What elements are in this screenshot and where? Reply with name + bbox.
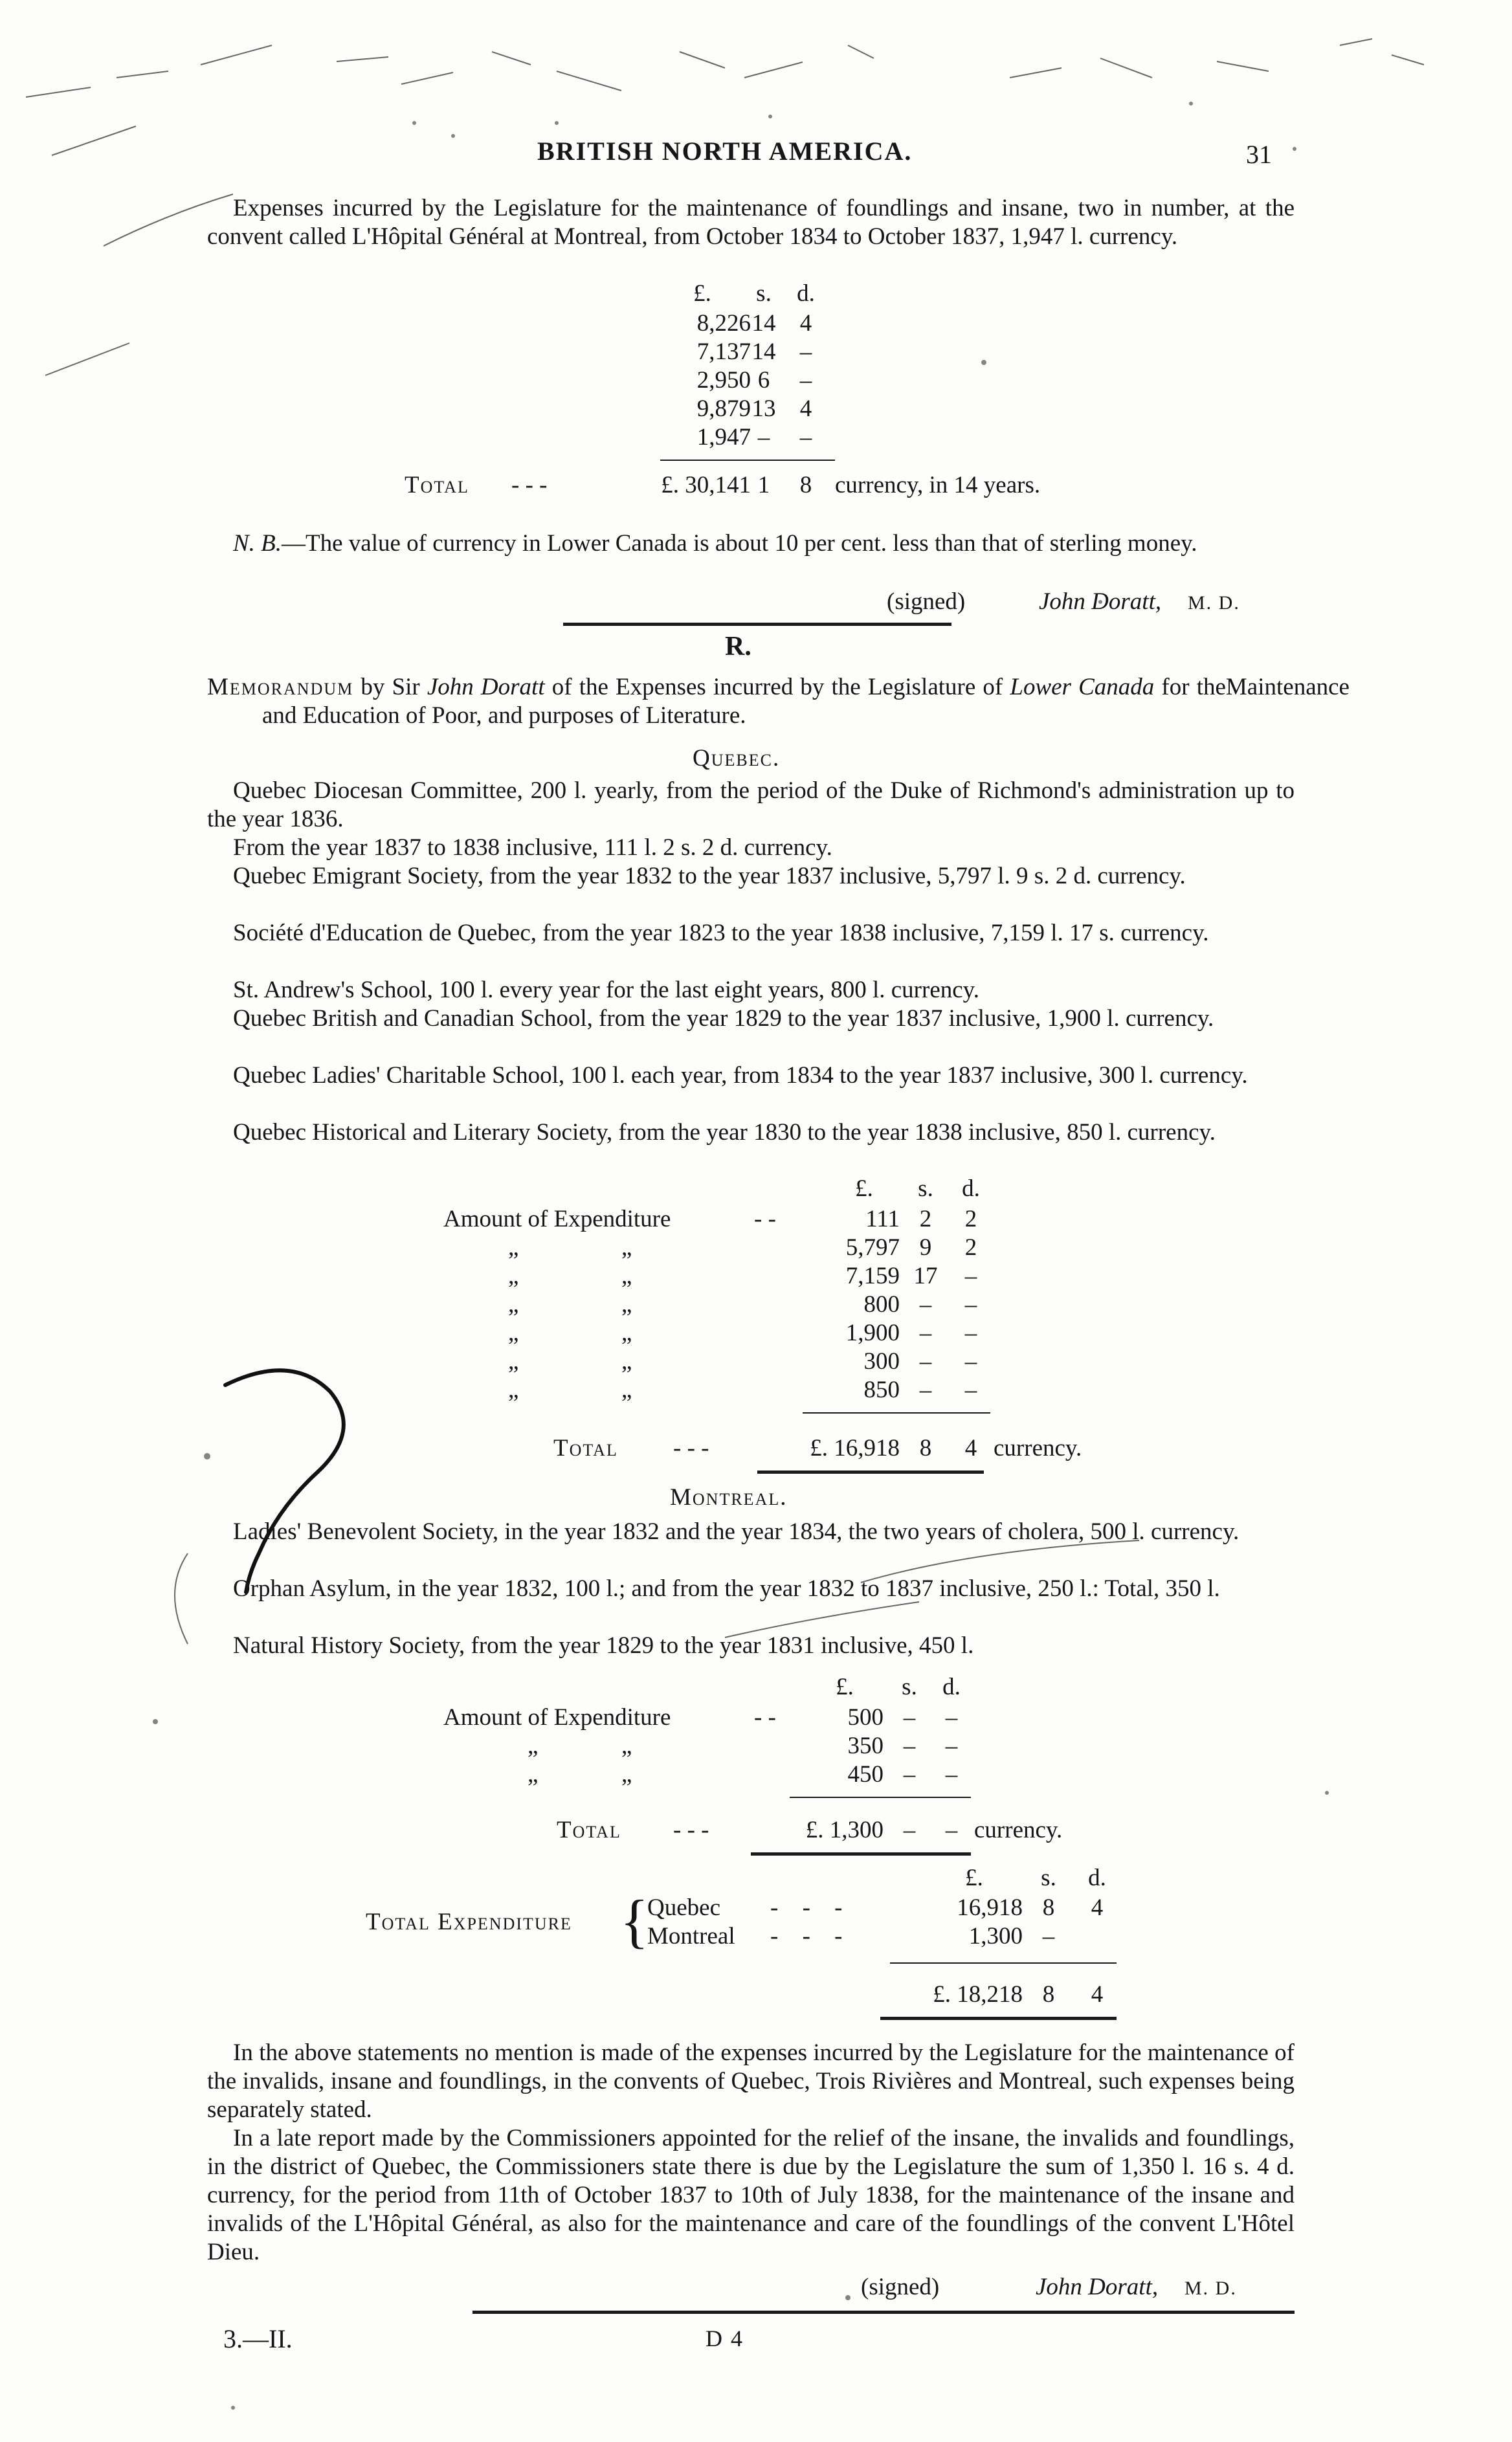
table-cell: – (1042, 1923, 1055, 1949)
table-cell: 4 (1091, 1894, 1104, 1921)
table-cell: 2,950 (696, 367, 751, 394)
table-cell: 350 (847, 1733, 884, 1759)
sum-rule (890, 1962, 1117, 1964)
table-cell: 9 (919, 1234, 932, 1261)
ditto-mark: „ (508, 1348, 519, 1375)
col-head-pence: d. (942, 1674, 961, 1700)
ditto-mark: „ (621, 1234, 632, 1261)
quebec-item: Quebec Ladies' Charitable School, 100 l. each year, from 1834 to the year 1837 inclusive, 300 l. currency. (233, 1062, 1248, 1089)
row-dashes: - - (754, 1206, 776, 1232)
memorandum-by: by Sir (353, 674, 427, 700)
table-cell: 2 (964, 1206, 977, 1232)
grand-total-label: Total Expenditure (366, 1909, 572, 1935)
table-cell: 4 (799, 310, 812, 337)
signatory-name: John Doratt, (1036, 2274, 1159, 2300)
quebec-item: Quebec Emigrant Society, from the year 1832 to the year 1837 inclusive, 5,797 l. 9 s. 2 d. currency. (233, 863, 1186, 889)
quebec-item: Société d'Education de Quebec, from the year 1823 to the year 1838 inclusive, 7,159 l. 17 s. currency. (233, 920, 1209, 946)
grand-total-rule (880, 2017, 1117, 2020)
memorandum-rest1: of the Expenses incurred by the Legislature of (544, 674, 1010, 700)
table-cell: 16,918 (957, 1894, 1023, 1921)
total-shillings: 1 (757, 472, 770, 498)
table-cell: 14 (751, 310, 776, 337)
row-label: Amount of Expenditure (443, 1704, 671, 1731)
quebec-item: St. Andrew's School, 100 l. every year for the last eight years, 800 l. currency. (233, 977, 980, 1003)
place-label: Quebec (647, 1894, 720, 1921)
row-dashes: - - - (770, 1923, 852, 1949)
ditto-mark: „ (508, 1234, 519, 1261)
nota-bene (207, 529, 1295, 558)
table-cell: 1,300 (968, 1923, 1023, 1949)
ditto-mark: „ (621, 1761, 632, 1788)
table-cell: 2 (919, 1206, 932, 1232)
total-rule (757, 1471, 984, 1474)
signed-word: (signed) (861, 2274, 940, 2300)
table-cell: 111 (865, 1206, 900, 1232)
gathering-mark: D 4 (706, 2325, 744, 2351)
total-shillings: – (903, 1817, 916, 1843)
table-cell: – (945, 1704, 958, 1731)
table-cell: 17 (913, 1263, 938, 1289)
col-head-pounds: £. (836, 1674, 854, 1700)
col-head-pounds: £. (855, 1175, 873, 1202)
sum-rule (803, 1412, 990, 1414)
montreal-item: Natural History Society, from the year 1829 to the year 1831 inclusive, 450 l. (233, 1632, 974, 1659)
montreal-item: Ladies' Benevolent Society, in the year 1832 and the year 1834, the two years of cholera, 500 l. currency. (233, 1518, 1240, 1545)
table-cell: – (919, 1291, 932, 1318)
col-head-pence: d. (1088, 1865, 1106, 1891)
col-head-shillings: s. (1041, 1865, 1056, 1891)
table-cell: 14 (751, 339, 776, 365)
col-head-pence: d. (962, 1175, 980, 1202)
table-cell: – (757, 424, 770, 450)
sum-rule (790, 1797, 971, 1798)
table-cell: 6 (757, 367, 770, 394)
table-cell: – (964, 1263, 977, 1289)
footer-rule (472, 2311, 1295, 2314)
total-pounds: £. 30,141 (661, 472, 751, 498)
grand-total-shillings: 8 (1042, 1981, 1055, 2008)
memorandum-province: Lower Canada (1010, 674, 1155, 700)
signatory-name: John Doratt, (1039, 588, 1162, 615)
total-shillings: 8 (919, 1435, 932, 1461)
table-cell: 850 (863, 1377, 900, 1403)
table-cell: 4 (799, 395, 812, 422)
table-cell: 500 (847, 1704, 884, 1731)
table-cell: 2 (964, 1234, 977, 1261)
ditto-mark: „ (621, 1348, 632, 1375)
sum-rule (660, 460, 835, 461)
total-label: Total (557, 1817, 621, 1843)
table-cell: 7,159 (845, 1263, 900, 1289)
signed-word: (signed) (887, 588, 966, 615)
table-cell: – (919, 1320, 932, 1346)
table-cell: 7,137 (696, 339, 751, 365)
total-label: Total (405, 472, 469, 498)
ditto-mark: „ (508, 1320, 519, 1346)
table-cell: – (945, 1733, 958, 1759)
memorandum-author: John Doratt (427, 674, 545, 700)
col-head-pounds: £. (965, 1865, 983, 1891)
total-suffix: currency. (994, 1435, 1082, 1461)
table-cell: – (799, 424, 812, 450)
col-head-pence: d. (797, 280, 815, 307)
table-cell: 13 (751, 395, 776, 422)
table-cell: – (964, 1291, 977, 1318)
ditto-mark: „ (528, 1733, 539, 1759)
memorandum-lead: Memorandum (207, 674, 354, 700)
ditto-mark: „ (528, 1761, 539, 1788)
table-cell: 1,900 (845, 1320, 900, 1346)
total-label: Total (553, 1435, 618, 1461)
total-dashes: - - - (673, 1435, 709, 1461)
table-cell: 5,797 (845, 1234, 900, 1261)
table-cell: 9,879 (696, 395, 751, 422)
page-number: 31 (1246, 140, 1272, 169)
total-pence: – (945, 1817, 958, 1843)
col-head-shillings: s. (902, 1674, 917, 1700)
col-head-shillings: s. (756, 280, 772, 307)
table-cell: – (964, 1377, 977, 1403)
signature-mark: 3.—II. (223, 2324, 293, 2353)
ditto-mark: „ (621, 1291, 632, 1318)
montreal-item: Orphan Asylum, in the year 1832, 100 l.; and from the year 1832 to 1837 inclusive, 250 l.: Total, 350 l. (233, 1575, 1220, 1602)
total-suffix: currency, in 14 years. (835, 472, 1041, 498)
table-cell: – (903, 1761, 916, 1788)
brace-icon: { (620, 1888, 649, 1954)
table-cell: – (919, 1377, 932, 1403)
table-cell: 450 (847, 1761, 884, 1788)
ditto-mark: „ (621, 1263, 632, 1289)
table-cell: – (799, 367, 812, 394)
col-head-pounds: £. (693, 280, 711, 307)
ditto-mark: „ (621, 1320, 632, 1346)
quebec-item: Quebec Historical and Literary Society, from the year 1830 to the year 1838 inclusive, 850 l. currency. (233, 1119, 1216, 1146)
table-cell: – (945, 1761, 958, 1788)
table-cell: 8,226 (696, 310, 751, 337)
table-cell: 300 (863, 1348, 900, 1375)
memorandum-rest2: for theMaintenance and Education of Poor, and purposes of Literature. (262, 674, 1350, 729)
table-cell: – (964, 1348, 977, 1375)
quebec-heading: Quebec. (693, 745, 781, 771)
total-pounds: £. 1,300 (805, 1817, 884, 1843)
total-rule (751, 1852, 971, 1856)
table-cell: 800 (863, 1291, 900, 1318)
section-letter: R. (725, 632, 751, 661)
signatory-degree: M. D. (1184, 2278, 1237, 2299)
row-dashes: - - (754, 1704, 776, 1731)
total-dashes: - - - (511, 472, 548, 498)
total-pounds: £. 16,918 (810, 1435, 900, 1461)
row-label: Amount of Expenditure (443, 1206, 671, 1232)
ditto-mark: „ (621, 1377, 632, 1403)
section-rule (563, 623, 951, 626)
signatory-degree: M. D. (1188, 592, 1240, 614)
table-cell: – (919, 1348, 932, 1375)
place-label: Montreal (647, 1923, 735, 1949)
table-cell: – (903, 1733, 916, 1759)
total-pence: 4 (964, 1435, 977, 1461)
ditto-mark: „ (508, 1377, 519, 1403)
table-cell: 1,947 (696, 424, 751, 450)
table-cell: 8 (1042, 1894, 1055, 1921)
ditto-mark: „ (508, 1291, 519, 1318)
montreal-heading: Montreal. (670, 1484, 788, 1511)
quebec-item: Quebec Diocesan Committee, 200 l. yearly, from the period of the Duke of Richmond's administration up to the year 1836. (207, 777, 1295, 832)
table-cell: – (903, 1704, 916, 1731)
grand-total-pence: 4 (1091, 1981, 1104, 2008)
grand-total-pounds: £. 18,218 (933, 1981, 1023, 2008)
ditto-mark: „ (508, 1263, 519, 1289)
col-head-shillings: s. (918, 1175, 933, 1202)
closing-paragraph: In a late report made by the Commissioners appointed for the relief of the insane, the invalids and foundlings, in the district of Quebec, the Commissioners state there is due by the Legislature the sum of 1,350 l. 16 s. 4 d. currency, for the period from 11th of October 1837 to 10th of July 1838, for the maintenance of the insane and invalids of the L'Hôpital Général, as also for the maintenance and care of the foundlings of the convent L'Hôtel Dieu. (207, 2125, 1295, 2265)
nb-label: N. B. (233, 530, 282, 557)
table-cell: – (964, 1320, 977, 1346)
running-head: BRITISH NORTH AMERICA. (537, 137, 913, 166)
nb-text: —The value of currency in Lower Canada is about 10 per cent. less than that of sterling money. (282, 530, 1197, 557)
quebec-item: From the year 1837 to 1838 inclusive, 111 l. 2 s. 2 d. currency. (233, 834, 832, 861)
closing-paragraph: In the above statements no mention is made of the expenses incurred by the Legislature for the maintenance of the invalids, insane and foundlings, in the convents of Quebec, Trois Rivières and Montreal, such expenses being separately stated. (207, 2039, 1295, 2123)
row-dashes: - - - (770, 1894, 852, 1921)
total-pence: 8 (799, 472, 812, 498)
table-cell: – (799, 339, 812, 365)
total-dashes: - - - (673, 1817, 709, 1843)
quebec-item: Quebec British and Canadian School, from the year 1829 to the year 1837 inclusive, 1,900 l. currency. (233, 1005, 1214, 1032)
intro-paragraph: Expenses incurred by the Legislature for the maintenance of foundlings and insane, two in number, at the convent called L'Hôpital Général at Montreal, from October 1834 to October 1837, 1,947 l. currency. (207, 195, 1295, 250)
ditto-mark: „ (621, 1733, 632, 1759)
memorandum-heading (207, 673, 1350, 730)
total-suffix: currency. (974, 1817, 1063, 1843)
